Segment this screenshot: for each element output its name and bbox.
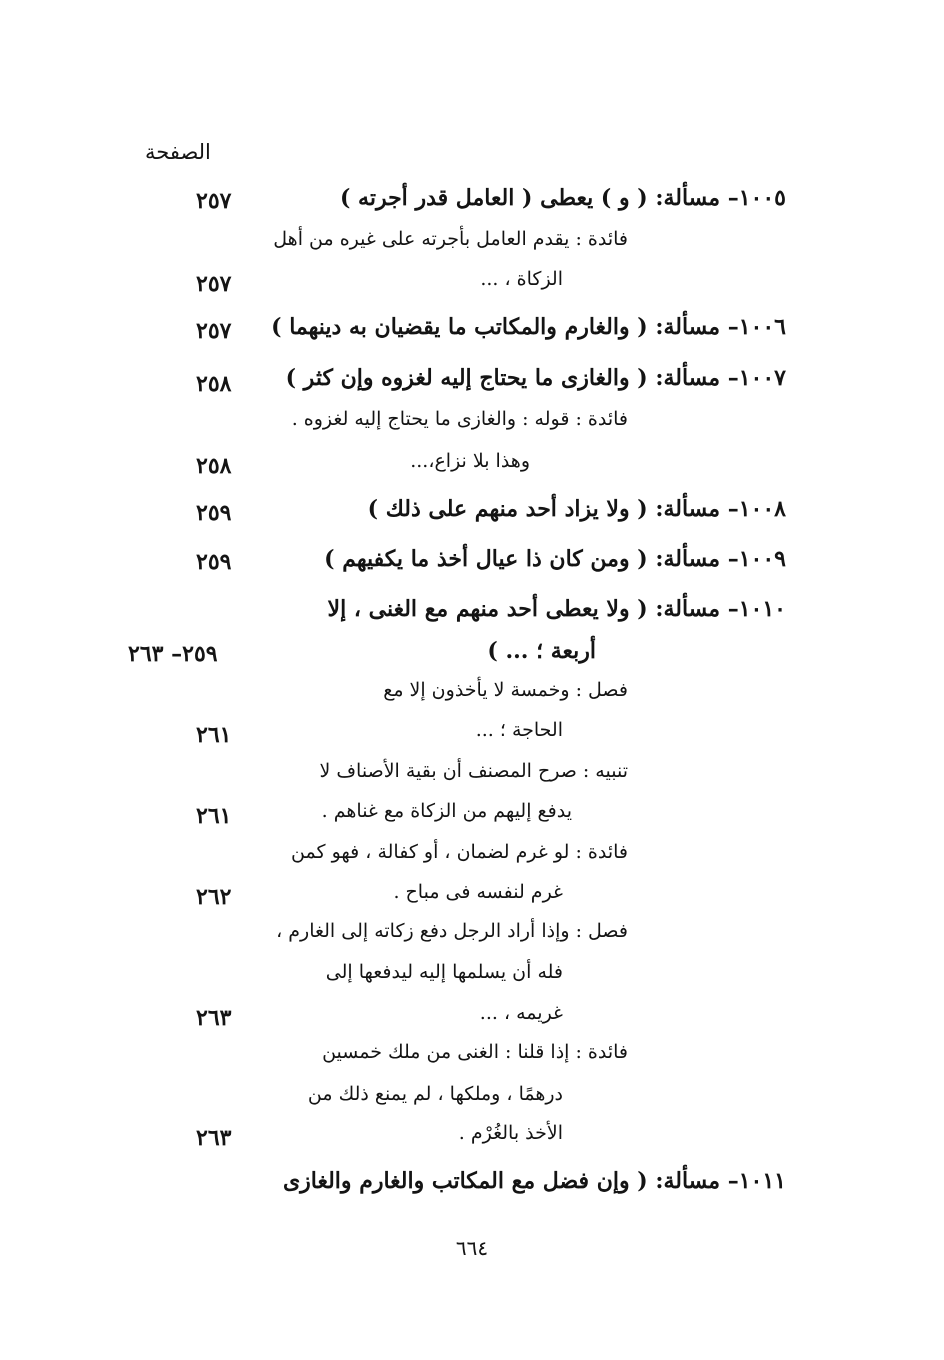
note-e-line2: درهمًا ، وملكها ، لم يمنع ذلك من [307, 1083, 563, 1105]
note-1007-line2: وهذا بلا نزاع،... [410, 450, 530, 472]
entry-label: – مسألة: [655, 1168, 739, 1194]
note-1005-line2: الزكاة ، ... [480, 268, 563, 290]
note-c-line1: فائدة : لو غرم لضمان ، أو كفالة ، فهو كمن [291, 841, 628, 863]
entry-number: ١٠٠٩ [738, 546, 786, 572]
entry-page-1007: ٢٥٨ [196, 371, 232, 397]
note-e-line1: فائدة : إذا قلنا : الغنى من ملك خمسين [322, 1041, 628, 1063]
note-b-line2: يدفع إليهم من الزكاة مع غناهم . [321, 800, 572, 822]
entry-number: ١٠١١ [738, 1168, 786, 1194]
note-d-line3: غريمه ، ... [479, 1002, 563, 1024]
note-d-page: ٢٦٣ [196, 1005, 232, 1031]
note-1007-line1: فائدة : قوله : والغازى ما يحتاج إليه لغزوه . [291, 408, 628, 430]
note-a-page: ٢٦١ [196, 722, 232, 748]
note-a-line2: الحاجة ؛ ... [475, 719, 563, 741]
entry-label: – مسألة: [655, 314, 739, 340]
entry-text: ( ولا يعطى أحد منهم مع الغنى ، إلا [327, 596, 648, 622]
entry-label: – مسألة: [655, 185, 739, 211]
entry-text: ( ومن كان ذا عيال أخذ ما يكفيهم ) [324, 546, 648, 572]
entry-page-1010: ٢٥٩– ٢٦٣ [128, 641, 218, 667]
note-d-line1: فصل : وإذا أراد الرجل دفع زكاته إلى الغارم ، [276, 920, 628, 942]
entry-number: ١٠١٠ [738, 596, 786, 622]
entry-page-1008: ٢٥٩ [196, 500, 232, 526]
entry-number: ١٠٠٨ [738, 496, 786, 522]
entry-page-1009: ٢٥٩ [196, 549, 232, 575]
entry-text: ( وإن فضل مع المكاتب والغارم والغازى [282, 1168, 648, 1194]
entry-label: – مسألة: [655, 596, 739, 622]
note-b-line1: تنبيه : صرح المصنف أن بقية الأصناف لا [319, 760, 628, 782]
note-d-line2: فله أن يسلمها إليه ليدفعها إلى [325, 961, 563, 983]
entry-page-1006: ٢٥٧ [196, 318, 232, 344]
entry-1011 [283, 1170, 786, 1192]
note-e-page: ٢٦٣ [196, 1125, 232, 1151]
entry-text: ( والغازى ما يحتاج إليه لغزوه وإن كثر ) [285, 365, 648, 391]
entry-text: ( و ) يعطى ( العامل قدر أجرته ) [339, 185, 648, 211]
entry-text: ( والغارم والمكاتب ما يقضيان به دينهما ) [271, 314, 648, 340]
note-1007-page: ٢٥٨ [196, 453, 232, 479]
entry-1007 [286, 367, 786, 389]
entry-1006 [271, 316, 786, 338]
note-a-line1: فصل : وخمسة لا يأخذون إلا مع [383, 679, 628, 701]
entry-number: ١٠٠٥ [738, 185, 786, 211]
entry-page-1005: ٢٥٧ [196, 188, 232, 214]
note-e-line3: الأخذ بالغُرْم . [458, 1122, 563, 1144]
entry-1009 [324, 548, 786, 570]
note-c-page: ٢٦٢ [196, 884, 232, 910]
entry-label: – مسألة: [655, 546, 739, 572]
entry-1008 [368, 498, 786, 520]
note-c-line2: غرم لنفسه فى مباح . [393, 881, 563, 903]
entry-1005 [340, 187, 786, 209]
entry-text: ( ولا يزاد أحد منهم على ذلك ) [367, 496, 648, 522]
entry-label: – مسألة: [655, 496, 739, 522]
note-b-page: ٢٦١ [196, 803, 232, 829]
page-number: ٦٦٤ [455, 1236, 489, 1260]
entry-number: ١٠٠٧ [738, 365, 786, 391]
note-1005-page: ٢٥٧ [196, 271, 232, 297]
entry-label: – مسألة: [655, 365, 739, 391]
page-column-header: الصفحة [145, 140, 211, 164]
entry-1010-line2: أربعة ؛ ... ) [487, 638, 596, 664]
entry-number: ١٠٠٦ [738, 314, 786, 340]
note-1005-line1: فائدة : يقدم العامل بأجرته على غيره من أهل [273, 228, 628, 250]
entry-1010 [328, 598, 786, 620]
